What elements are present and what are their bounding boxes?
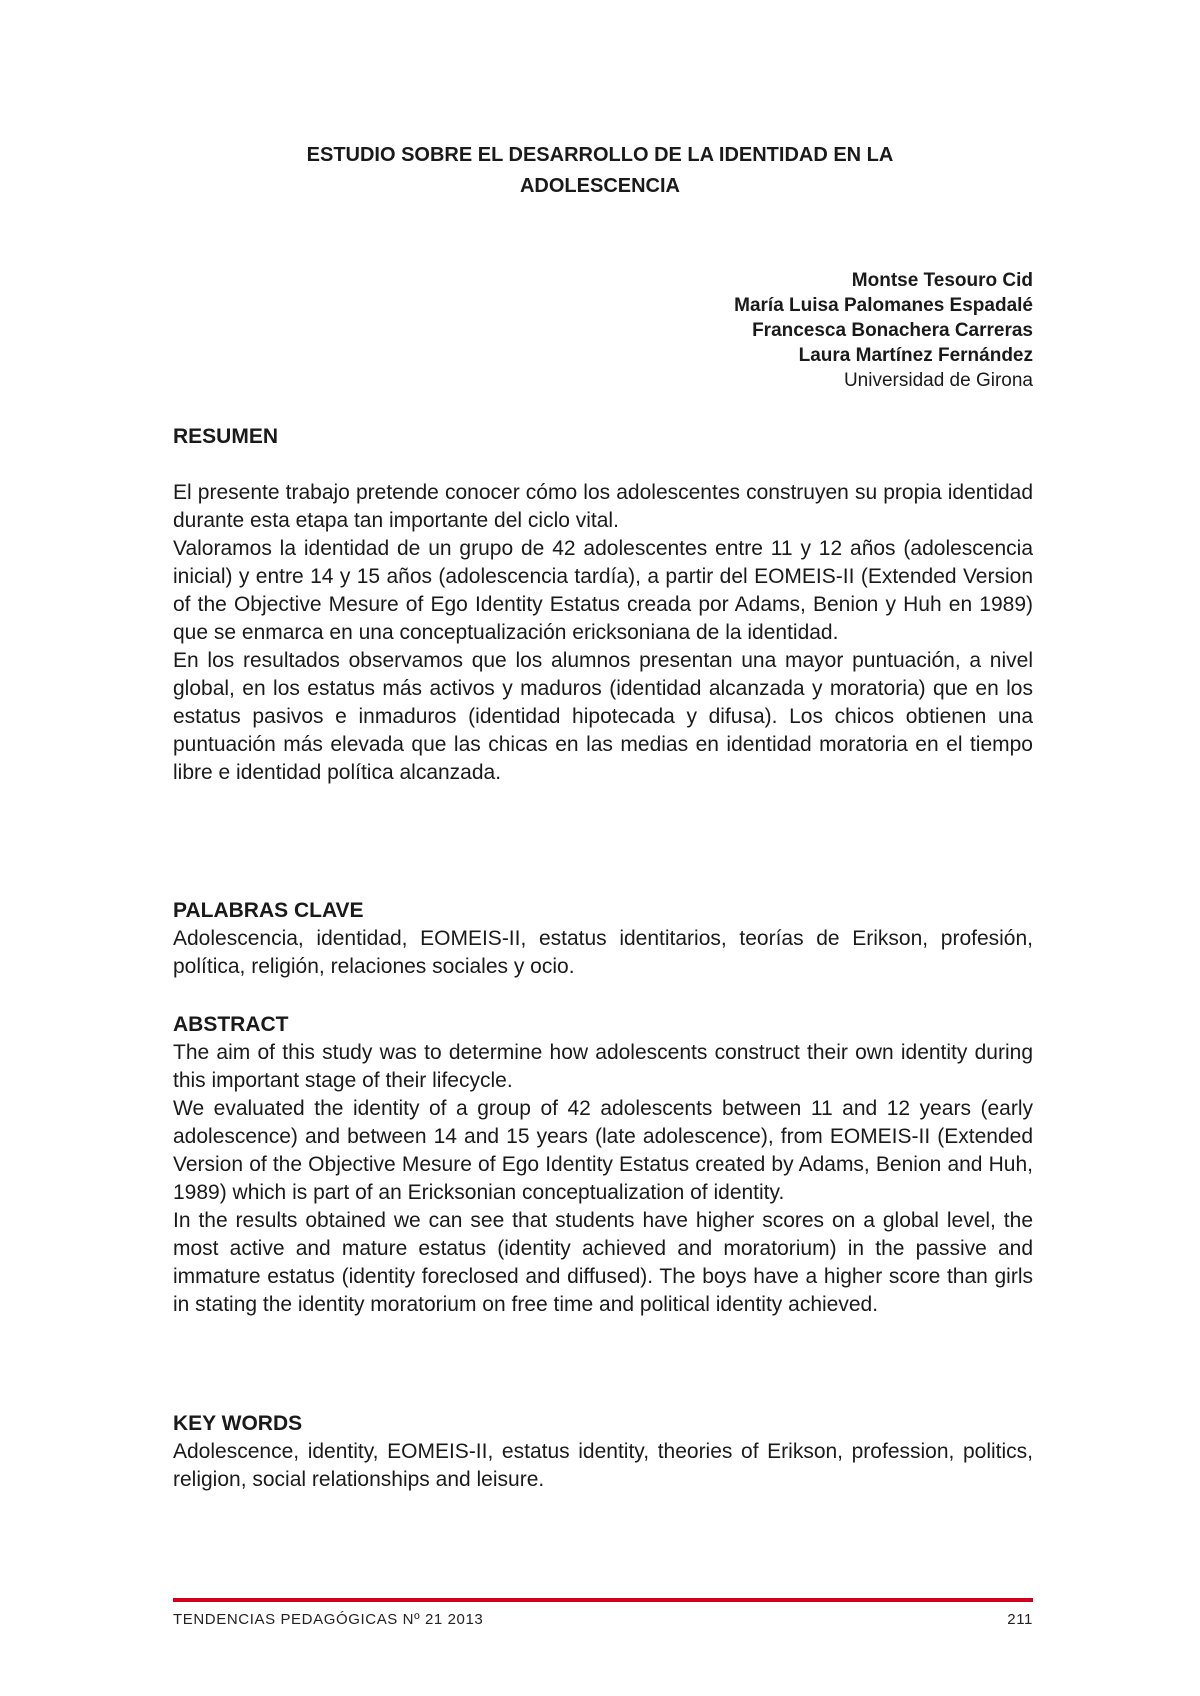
author-name: Montse Tesouro Cid: [851, 270, 1033, 291]
key-words-text: Adolescence, identity, EOMEIS-II, estatus identity, theories of Erikson, profession, politics, religion, social relationships and leisure.: [173, 1440, 1033, 1491]
journal-name: TENDENCIAS PEDAGÓGICAS Nº 21 2013: [173, 1611, 484, 1628]
abstract-paragraph: We evaluated the identity of a group of 42 adolescents between 11 and 12 years (early adolescence) and between 14 and 15 years (late adolescence), from EOMEIS-II (Extended Version of the Objective Mesure of Ego Identity Estatus created by Adams, Benion and Huh, 1989) which is part of an Ericksonian conceptualization of identity.: [173, 1097, 1033, 1204]
resumen-section: [173, 423, 1033, 787]
abstract-heading: ABSTRACT: [173, 1013, 289, 1036]
author-name: María Luisa Palomanes Espadalé: [734, 295, 1033, 316]
author-block: [734, 268, 1033, 393]
palabras-clave-heading: PALABRAS CLAVE: [173, 899, 364, 922]
author-name: Laura Martínez Fernández: [798, 345, 1033, 366]
title-line-2: ADOLESCENCIA: [519, 175, 680, 197]
page-number: 211: [1007, 1611, 1033, 1628]
key-words-heading: KEY WORDS: [173, 1412, 303, 1435]
title-line-1: ESTUDIO SOBRE EL DESARROLLO DE LA IDENTIDAD EN LA: [306, 144, 894, 166]
page-footer: [173, 1611, 1033, 1628]
resumen-paragraph: El presente trabajo pretende conocer cómo los adolescentes construyen su propia identidad durante esta etapa tan importante del ciclo vital.: [173, 481, 1033, 532]
key-words-section: [173, 1410, 1033, 1494]
palabras-clave-text: Adolescencia, identidad, EOMEIS-II, estatus identitarios, teorías de Erikson, profesión, política, religión, relaciones sociales y ocio.: [173, 927, 1033, 978]
author-affiliation: Universidad de Girona: [843, 370, 1033, 391]
footer-rule: [173, 1598, 1033, 1602]
author-name: Francesca Bonachera Carreras: [752, 320, 1033, 341]
abstract-section: [173, 1011, 1033, 1319]
abstract-paragraph: The aim of this study was to determine how adolescents construct their own identity during this important stage of their lifecycle.: [173, 1041, 1033, 1092]
paper-title: [160, 140, 1040, 202]
abstract-paragraph: In the results obtained we can see that students have higher scores on a global level, the most active and mature estatus (identity achieved and moratorium) in the passive and immature estatus (identity foreclosed and diffused). The boys have a higher score than girls in stating the identity moratorium on free time and political identity achieved.: [173, 1209, 1033, 1316]
resumen-heading: RESUMEN: [173, 425, 279, 448]
resumen-paragraph: Valoramos la identidad de un grupo de 42 adolescentes entre 11 y 12 años (adolescencia inicial) y entre 14 y 15 años (adolescencia tardía), a partir del EOMEIS-II (Extended Version of the Objective Mesure of Ego Identity Estatus creada por Adams, Benion y Huh en 1989) que se enmarca en una conceptualización ericksoniana de la identidad.: [173, 537, 1033, 644]
palabras-clave-section: [173, 897, 1033, 981]
resumen-paragraph: En los resultados observamos que los alumnos presentan una mayor puntuación, a nivel global, en los estatus más activos y maduros (identidad alcanzada y moratoria) que en los estatus pasivos e inmaduros (identidad hipotecada y difusa). Los chicos obtienen una puntuación más elevada que las chicas en las medias en identidad moratoria en el tiempo libre e identidad política alcanzada.: [173, 649, 1033, 784]
